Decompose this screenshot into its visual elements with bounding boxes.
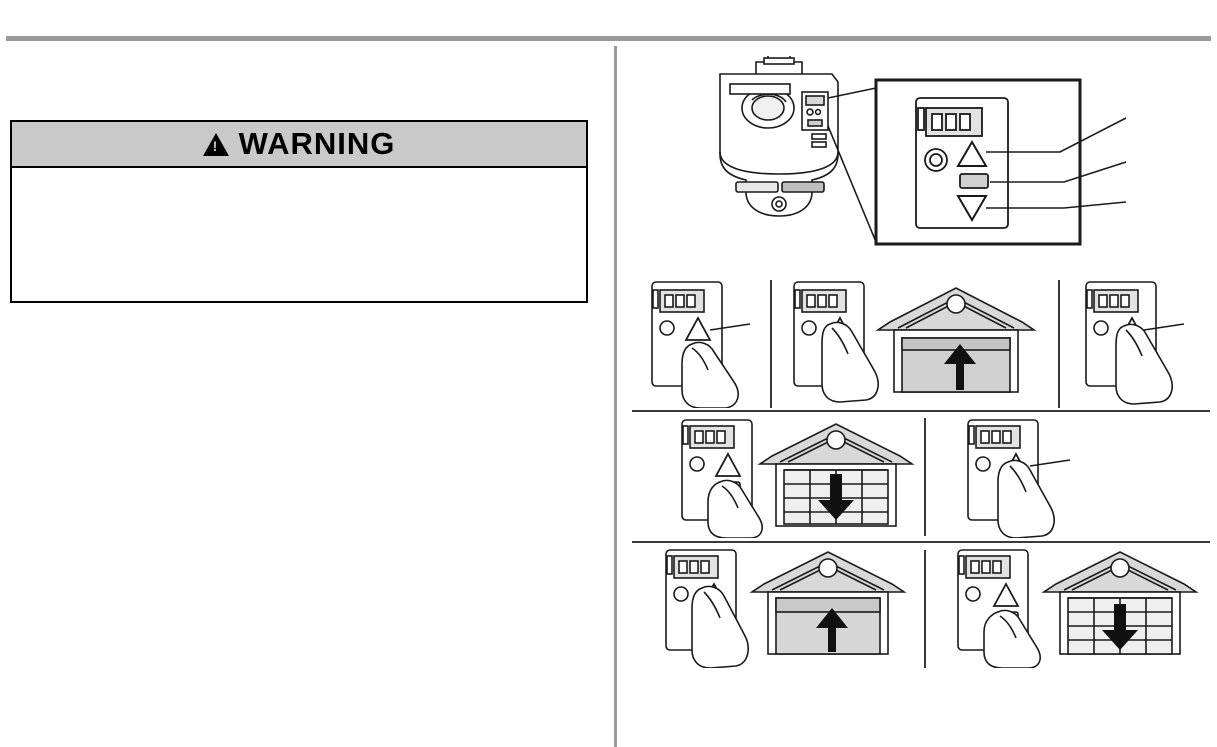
figure-row1-divider-2 bbox=[1058, 280, 1060, 408]
column-divider bbox=[614, 46, 617, 747]
figure-door-closes bbox=[672, 416, 922, 538]
warning-body bbox=[12, 168, 586, 301]
page-top-rule bbox=[6, 36, 1211, 41]
figure-press-up-arrow-1 bbox=[638, 278, 766, 408]
warning-triangle-icon bbox=[203, 133, 229, 156]
warning-box bbox=[10, 120, 588, 303]
figure-rule-1 bbox=[632, 410, 1210, 412]
warning-title: WARNING bbox=[238, 126, 396, 161]
figure-door-closing bbox=[944, 546, 1212, 668]
figure-row1-divider-1 bbox=[770, 280, 772, 408]
figure-press-up-arrow-3 bbox=[954, 416, 1094, 538]
figure-row2-divider bbox=[924, 418, 926, 536]
warning-header bbox=[12, 122, 586, 168]
figure-press-up-arrow-2 bbox=[1072, 278, 1200, 408]
opener-detail-figure bbox=[660, 56, 1140, 271]
figure-door-opens bbox=[784, 278, 1052, 408]
figure-rule-2 bbox=[632, 541, 1210, 543]
figure-panel bbox=[624, 50, 1214, 740]
figure-door-opening bbox=[652, 546, 920, 668]
figure-row3-divider bbox=[924, 550, 926, 668]
